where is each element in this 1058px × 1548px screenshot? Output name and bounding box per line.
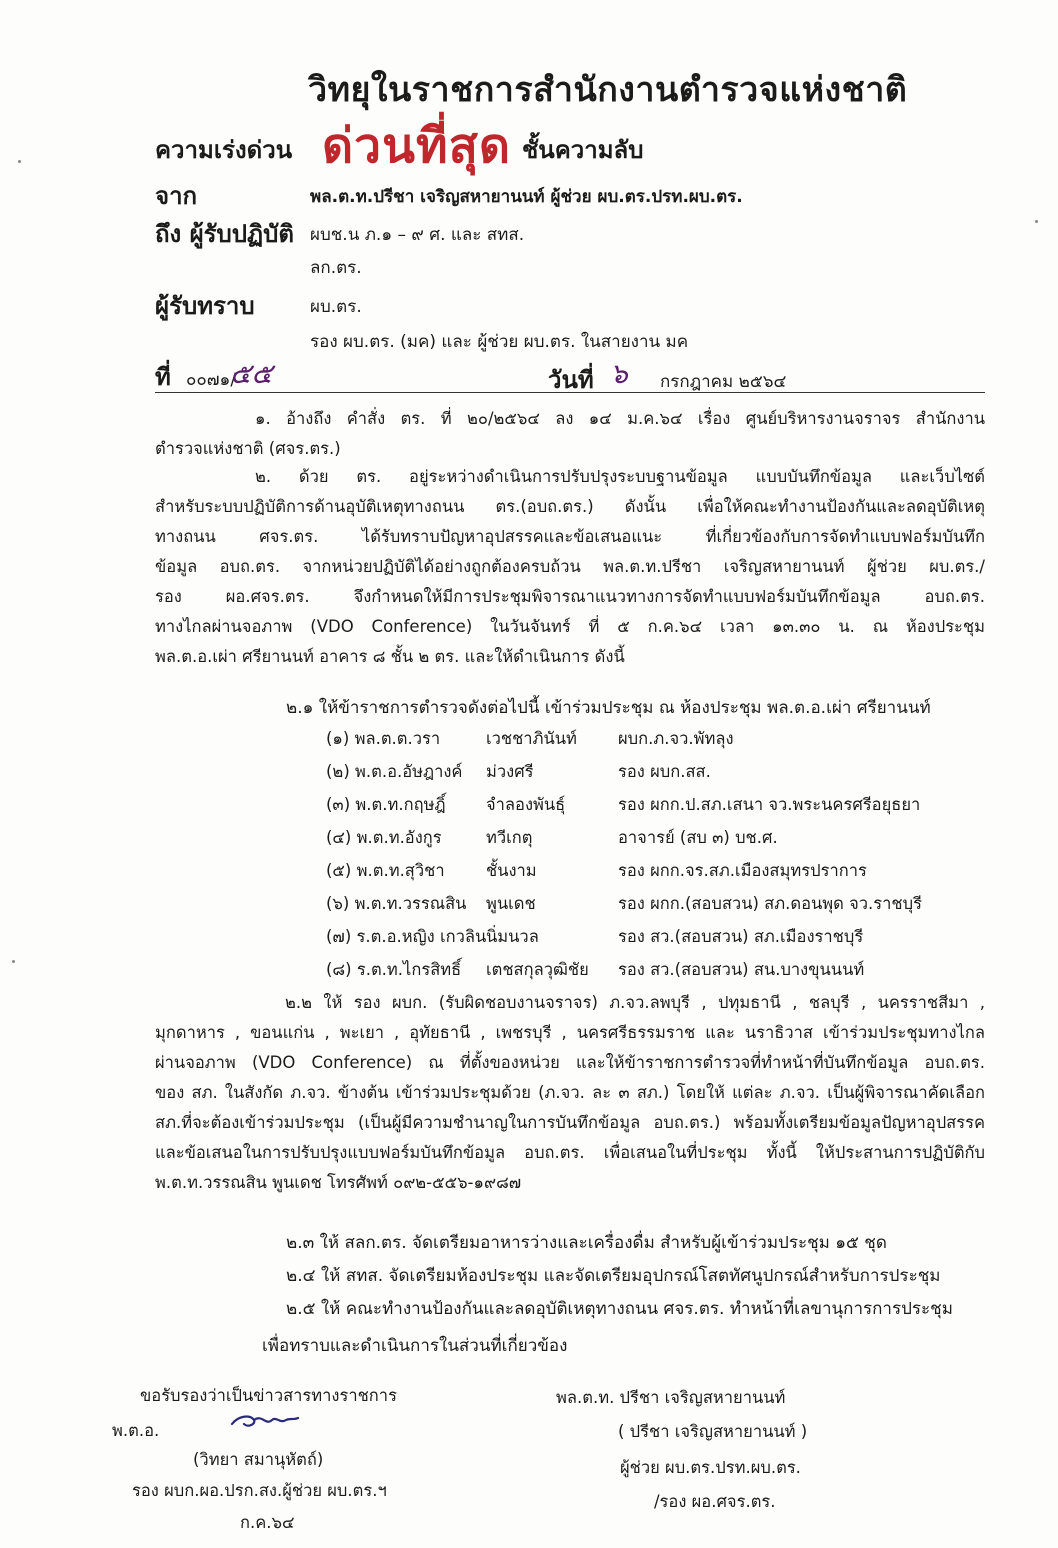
item-2-4: ๒.๔ ให้ สทส. จัดเตรียมห้องประชุม และจัดเตรียมอุปกรณ์โสตทัศนูปกรณ์สำหรับการประชุม <box>286 1266 941 1286</box>
item-2-5: ๒.๕ ให้ คณะทำงานป้องกันและลดอุบัติเหตุทางถนน ศจร.ตร. ทำหน้าที่เลขานุการการประชุม <box>286 1299 953 1319</box>
paragraph-line: รอง ผอ.ศจร.ตร. จึงกำหนดให้มีการประชุมพิจารณาแนวทางการจัดทำแบบฟอร์มบันทึกข้อมูล อบถ.ตร. <box>155 587 985 606</box>
document-title: วิทยุในราชการสำนักงานตำรวจแห่งชาติ <box>308 70 908 110</box>
paragraph-2 <box>155 462 985 672</box>
paragraph-1 <box>155 404 985 464</box>
from-value: พล.ต.ท.ปรีชา เจริญสหายานนท์ ผู้ช่วย ผบ.ตร.ปรท.ผบ.ตร. <box>310 187 743 207</box>
info-value-2: รอง ผบ.ตร. (มค) และ ผู้ช่วย ผบ.ตร. ในสายงาน มค <box>310 332 689 352</box>
urgency-stamp: ด่วนที่สุด <box>322 118 512 174</box>
attendee-name: (๕) พ.ต.ท.สุวิชา <box>326 861 445 880</box>
to-label: ถึง ผู้รับปฏิบัติ <box>155 220 294 248</box>
attendee-position: ผบก.ภ.จว.พัทลุง <box>618 729 734 748</box>
attendee-name: (๗) ร.ต.อ.หญิง เกวลิน <box>326 927 487 946</box>
from-label: จาก <box>155 182 198 210</box>
attendee-surname: ม่วงศรี <box>486 762 534 781</box>
paragraph-line: ตำรวจแห่งชาติ (ศจร.ตร.) <box>155 439 341 458</box>
attendee-position: อาจารย์ (สบ ๓) บช.ศ. <box>618 828 778 847</box>
right-rank-name: พล.ต.ท. ปรีชา เจริญสหายานนท์ <box>556 1388 786 1407</box>
paragraph-line: ข้อมูล อบถ.ตร. จากหน่วยปฏิบัติได้อย่างถูกต้องครบถ้วน พล.ต.ท.ปรีชา เจริญสหายานนท์ ผู้ช่วย ผบ.ตร./ <box>155 557 985 576</box>
urgency-label: ความเร่งด่วน <box>155 136 293 164</box>
item-2-3: ๒.๓ ให้ สลก.ตร. จัดเตรียมอาหารว่างและเครื่องดื่ม สำหรับผู้เข้าร่วมประชุม ๑๕ ชุด <box>286 1233 887 1253</box>
attendee-surname: นิ่มนวล <box>486 927 539 946</box>
attendee-name: (๓) พ.ต.ท.กฤษฎิ์ <box>326 795 446 814</box>
paragraph-line: สำหรับระบบปฏิบัติการด้านอุบัติเหตุทางถนน ตร.(อบถ.ตร.) ดังนั้น เพื่อให้คณะทำงานป้องกันและลดอุบัติเหตุ <box>155 497 985 516</box>
paragraph-line: สภ.ที่จะต้องเข้าร่วมประชุม (เป็นผู้มีความชำนาญในการบันทึกข้อมูล อบถ.ตร.) พร้อมทั้งเตรียมข้อมูลปัญหาอุปสรรค <box>155 1113 985 1132</box>
info-value-1: ผบ.ตร. <box>310 297 362 317</box>
right-name: ( ปรีชา เจริญสหายานนท์ ) <box>618 1422 808 1441</box>
paragraph-line: ๑. อ้างถึง คำสั่ง ตร. ที่ ๒๐/๒๕๖๔ ลง ๑๔ ม.ค.๖๔ เรื่อง ศูนย์บริหารงานจราจร สำนักงาน <box>255 409 985 428</box>
secrecy-label: ชั้นความลับ <box>522 136 644 164</box>
attendee-name: (๒) พ.ต.อ.อัษฎางค์ <box>326 762 463 781</box>
attendee-surname: จำลองพันธุ์ <box>486 795 566 814</box>
right-position-1: ผู้ช่วย ผบ.ตร.ปรท.ผบ.ตร. <box>620 1458 801 1477</box>
paragraph-line: ๒. ด้วย ตร. อยู่ระหว่างดำเนินการปรับปรุงระบบฐานข้อมูล แบบบันทึกข้อมูล และเว็บไซต์ <box>255 467 985 486</box>
certify-line: ขอรับรองว่าเป็นข่าวสารทางราชการ <box>140 1386 397 1405</box>
left-name: (วิทยา สมานุหัตถ์) <box>193 1450 324 1469</box>
info-label: ผู้รับทราบ <box>155 292 255 320</box>
closing-line: เพื่อทราบและดำเนินการในส่วนที่เกี่ยวข้อง <box>262 1336 568 1356</box>
attendee-surname: ชั้นงาม <box>486 861 537 880</box>
paragraph-line: ของ สภ. ในสังกัด ภ.จว. ข้างต้น เข้าร่วมประชุมด้วย (ภ.จว. ละ ๓ สภ.) โดยให้ แต่ละ ภ.จว. เป็นผู้พิจารณาคัดเลือก <box>155 1083 985 1102</box>
paragraph-line: ๒.๒ ให้ รอง ผบก. (รับผิดชอบงานจราจร) ภ.จว.ลพบุรี , ปทุมธานี , ชลบุรี , นครราชสีมา , <box>285 993 985 1012</box>
attendee-position: รอง ผกก.ป.สภ.เสนา จว.พระนครศรีอยุธยา <box>618 795 921 814</box>
paragraph-line: ทางถนน ศจร.ตร. ได้รับทราบปัญหาอุปสรรคและข้อเสนอแนะ ที่เกี่ยวข้องกับการจัดทำแบบฟอร์มบันทึก <box>155 527 985 546</box>
to-value-2: ลก.ตร. <box>310 258 362 278</box>
doc-no-label: ที่ <box>155 363 171 391</box>
scan-speck <box>12 960 15 963</box>
attendee-position: รอง ผบก.สส. <box>618 762 711 781</box>
item-2-2 <box>155 988 985 1198</box>
left-position: รอง ผบก.ผอ.ปรก.สง.ผู้ช่วย ผบ.ตร.ฯ <box>132 1481 387 1500</box>
right-position-2: /รอง ผอ.ศจร.ตร. <box>654 1492 776 1511</box>
attendee-name: (๔) พ.ต.ท.อังกูร <box>326 828 442 847</box>
paragraph-line: พล.ต.อ.เผ่า ศรียานนท์ อาคาร ๘ ชั้น ๒ ตร. และให้ดำเนินการ ดังนี้ <box>155 647 625 666</box>
attendee-position: รอง สว.(สอบสวน) สภ.เมืองราชบุรี <box>618 927 864 946</box>
left-rank: พ.ต.อ. <box>112 1421 160 1440</box>
to-value-1: ผบช.น ภ.๑ – ๙ ศ. และ สทส. <box>310 225 525 245</box>
paragraph-line: และข้อเสนอในการปรับปรุงแบบฟอร์มบันทึกข้อมูล อบถ.ตร. เพื่อเสนอในที่ประชุม ทั้งนี้ ให้ประสานการปฏิบัติกับ <box>155 1143 985 1162</box>
attendee-surname: เวชชาภินันท์ <box>486 729 577 748</box>
paragraph-line: ทางไกลผ่านจอภาพ (VDO Conference) ในวันจันทร์ ที่ ๕ ก.ค.๖๔ เวลา ๑๓.๓๐ น. ณ ห้องประชุม <box>155 617 985 636</box>
attendee-name: (๖) พ.ต.ท.วรรณสิน <box>326 894 467 913</box>
attendee-position: รอง ผกก.จร.สภ.เมืองสมุทรปราการ <box>618 861 867 880</box>
attendee-position: รอง ผกก.(สอบสวน) สภ.ดอนพุด จว.ราชบุรี <box>618 894 922 913</box>
attendee-surname: ทวีเกตุ <box>486 828 533 847</box>
handwritten-signature-left <box>228 1408 300 1434</box>
paragraph-line: พ.ต.ท.วรรณสิน พูนเดช โทรศัพท์ ๐๙๒-๕๕๖-๑๙๘๗ <box>155 1173 522 1192</box>
paragraph-line: มุกดาหาร , ขอนแก่น , พะเยา , อุทัยธานี , เพชรบุรี , นครศรีธรรมราช และ นราธิวาส เข้าร่วมประชุมทางไกล <box>155 1023 985 1042</box>
attendee-position: รอง สว.(สอบสวน) สน.บางขุนนนท์ <box>618 960 865 979</box>
attendee-name: (๘) ร.ต.ท.ไกรสิทธิ์ <box>326 960 462 979</box>
left-date: ก.ค.๖๔ <box>240 1513 295 1532</box>
scan-speck <box>1035 220 1038 223</box>
attendee-surname: พูนเดช <box>486 894 536 913</box>
date-handwritten: ๖ <box>610 357 628 390</box>
attendee-name: (๑) พล.ต.ต.วรา <box>326 729 441 748</box>
item-2-1: ๒.๑ ให้ข้าราชการตำรวจดังต่อไปนี้ เข้าร่วมประชุม ณ ห้องประชุม พล.ต.อ.เผ่า ศรียานนท์ <box>286 698 931 718</box>
doc-no-value: ๐๐๗๑/ <box>186 370 237 390</box>
date-value: กรกฎาคม ๒๕๖๔ <box>660 372 787 392</box>
attendee-surname: เตชสกุลวุฒิชัย <box>486 960 589 979</box>
date-label: วันที่ <box>548 366 594 394</box>
doc-no-handwritten: ๕๕ <box>230 357 273 390</box>
paragraph-line: ผ่านจอภาพ (VDO Conference) ณ ที่ตั้งของหน่วย และให้ข้าราชการตำรวจที่ทำหน้าที่บันทึกข้อมูล อบถ.ตร. <box>155 1053 985 1072</box>
header-rule <box>155 392 985 393</box>
scan-speck <box>18 160 21 163</box>
